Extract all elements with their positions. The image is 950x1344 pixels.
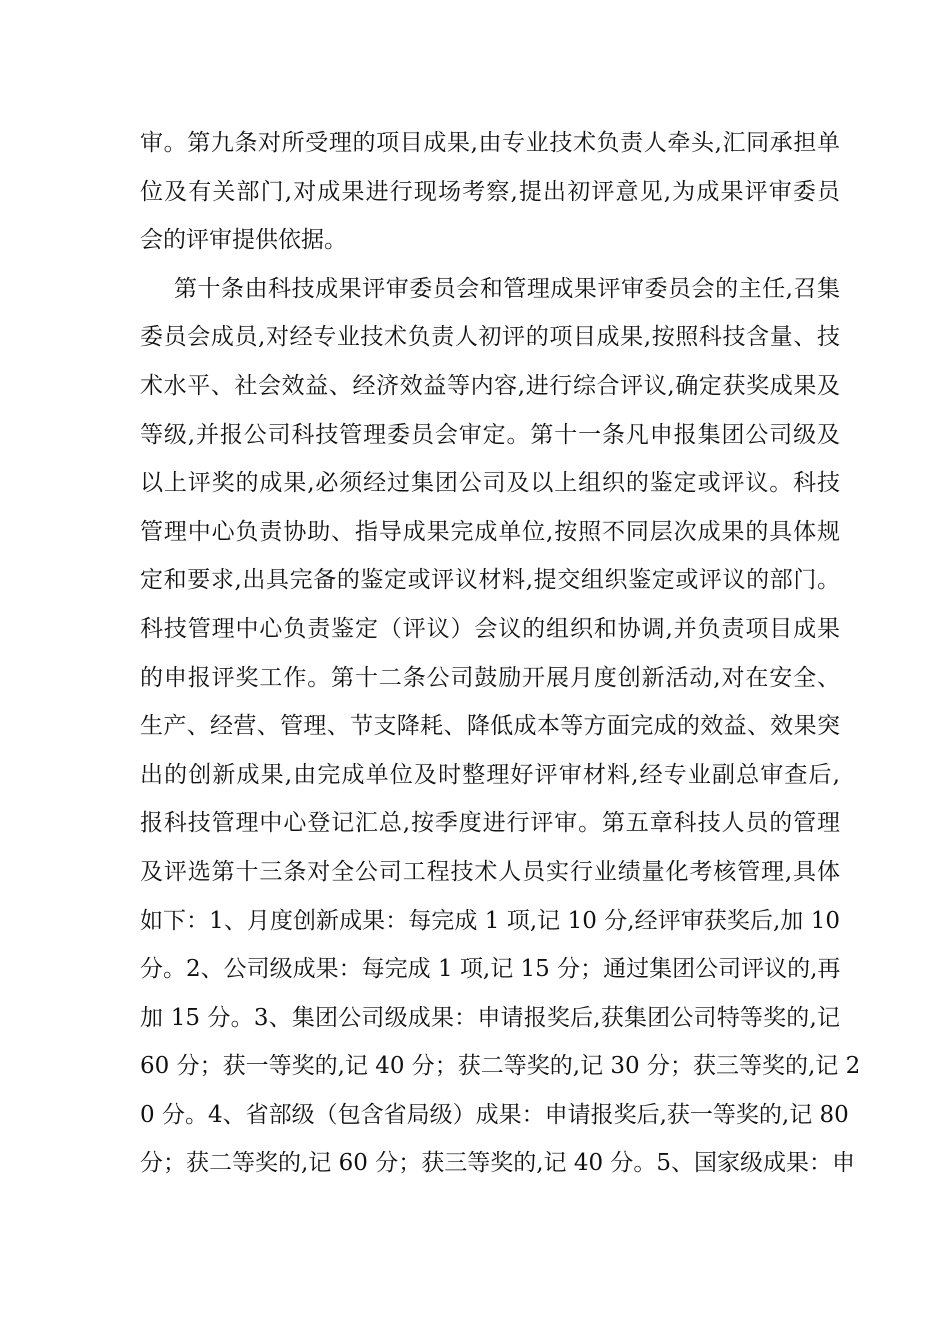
- text-line: 以上评奖的成果,必须经过集团公司及以上组织的鉴定或评议。科技: [140, 470, 840, 497]
- text-line: 管理中心负责协助、指导成果完成单位,按照不同层次成果的具体规: [140, 518, 840, 545]
- text-line: 科技管理中心负责鉴定（评议）会议的组织和协调,并负责项目成果: [140, 615, 840, 642]
- text-line: 会的评审提供依据。: [140, 227, 347, 254]
- text-line: 及评选第十三条对全公司工程技术人员实行业绩量化考核管理,具体: [140, 858, 840, 885]
- text-line: 等级,并报公司科技管理委员会审定。第十一条凡申报集团公司级及: [140, 421, 840, 448]
- text-line: 委员会成员,对经专业技术负责人初评的项目成果,按照科技含量、技: [140, 324, 840, 351]
- text-line: 术水平、社会效益、经济效益等内容,进行综合评议,确定获奖成果及: [140, 372, 840, 399]
- text-line: 审。第九条对所受理的项目成果,由专业技术负责人牵头,汇同承担单: [140, 130, 840, 156]
- text-line: 第十条由科技成果评审委员会和管理成果评审委员会的主任,召集: [174, 275, 840, 302]
- document-body: [140, 119, 861, 1237]
- text-line: 定和要求,出具完备的鉴定或评议材料,提交组织鉴定或评议的部门。: [140, 567, 840, 594]
- text-line: 报科技管理中心登记汇总,按季度进行评审。第五章科技人员的管理: [140, 810, 840, 837]
- paragraph: [140, 265, 861, 1237]
- text-line: 如下：1、月度创新成果：每完成 1 项,记 10 分,经评审获奖后,加 10: [140, 907, 840, 934]
- text-line: 位及有关部门,对成果进行现场考察,提出初评意见,为成果评审委员: [140, 178, 840, 205]
- text-line: 加 15 分。3、集团公司级成果：申请报奖后,获集团公司特等奖的,记: [140, 1004, 840, 1031]
- text-line: 分。2、公司级成果：每完成 1 项,记 15 分；通过集团公司评议的,再: [140, 956, 841, 983]
- text-line: 分；获二等奖的,记 60 分；获三等奖的,记 40 分。5、国家级成果：申: [140, 1150, 856, 1177]
- text-line: 生产、经营、管理、节支降耗、降低成本等方面完成的效益、效果突: [140, 713, 840, 740]
- text-line: [140, 1188, 840, 1237]
- text-line: 出的创新成果,由完成单位及时整理好评审材料,经专业副总审查后,: [140, 761, 840, 788]
- paragraph: [140, 119, 840, 265]
- text-line: 60 分；获一等奖的,记 40 分；获二等奖的,记 30 分；获三等奖的,记 2: [140, 1053, 861, 1080]
- text-line: 的申报评奖工作。第十二条公司鼓励开展月度创新活动,对在安全、: [140, 664, 840, 691]
- text-line: 0 分。4、省部级（包含省局级）成果：申请报奖后,获一等奖的,记 80: [140, 1101, 849, 1128]
